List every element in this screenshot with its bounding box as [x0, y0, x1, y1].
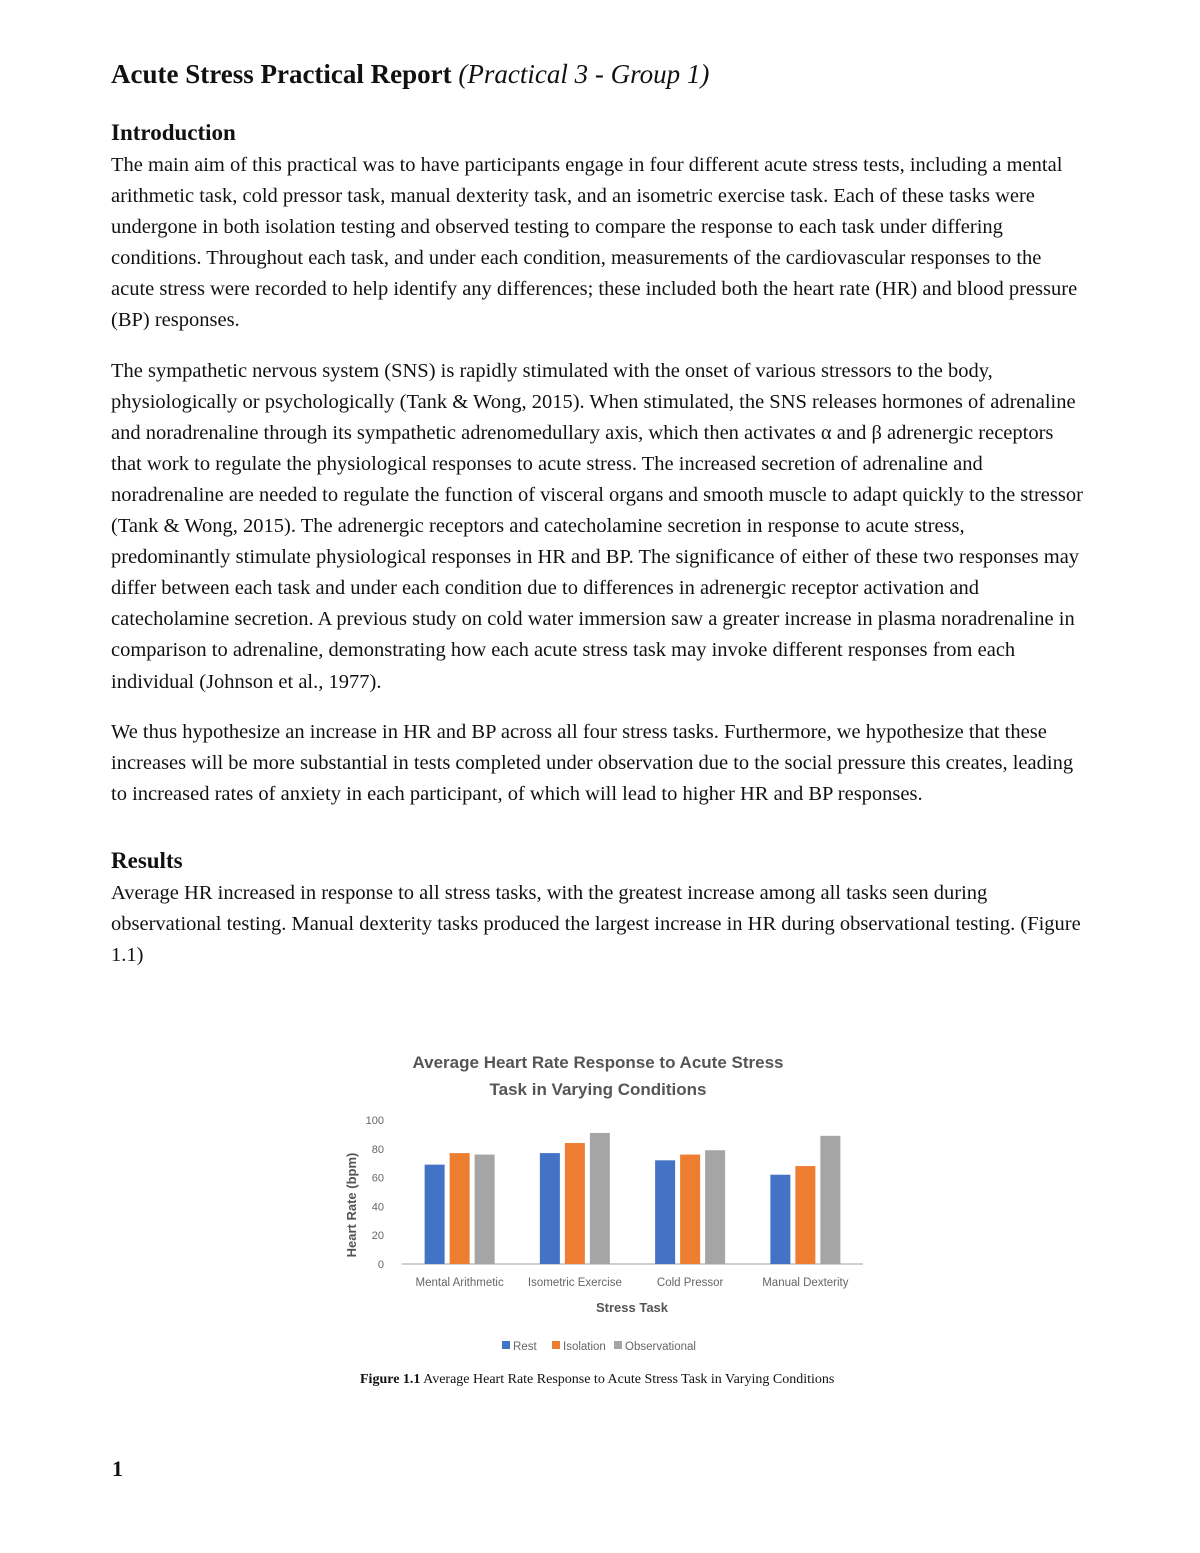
bar-observational-3 [820, 1136, 840, 1264]
bar-rest-3 [770, 1175, 790, 1264]
chart-y-axis-label: Heart Rate (bpm) [344, 1152, 359, 1258]
bar-observational-2 [705, 1150, 725, 1264]
legend-label-rest: Rest [513, 1341, 537, 1353]
bar-observational-0 [475, 1155, 495, 1264]
bar-isolation-2 [680, 1155, 700, 1264]
bar-rest-1 [540, 1153, 560, 1264]
bar-isolation-1 [565, 1143, 585, 1264]
legend-swatch-observational [614, 1341, 622, 1349]
x-category-label: Cold Pressor [656, 1277, 724, 1289]
chart-title-line1: Average Heart Rate Response to Acute Stress [412, 1053, 784, 1072]
intro-paragraph-1: The main aim of this practical was to have participants engage in four different acute stress tests, including a mental arithmetic task, cold pressor task, manual dexterity task, and an isometric exercise task. Each of these tasks were undergone in both isolation testing and observed testing to compare the response to each task under differing conditions. Throughout each task, and under each condition, measurements of the cardiovascular responses to the acute stress were recorded to help identify any differences; these included both the heart rate (HR) and blood pressure (BP) responses. [111, 154, 1078, 332]
bar-isolation-3 [795, 1166, 815, 1264]
chart-legend [502, 1341, 696, 1353]
y-tick-label: 100 [365, 1115, 384, 1127]
chart-x-axis-label: Stress Task [595, 1300, 669, 1315]
legend-label-observational: Observational [625, 1341, 696, 1353]
x-category-label: Manual Dexterity [762, 1277, 849, 1289]
y-tick-label: 0 [377, 1259, 384, 1271]
results-heading: Results [111, 847, 183, 873]
title-main: Acute Stress Practical Report [111, 59, 452, 89]
legend-label-isolation: Isolation [563, 1341, 606, 1353]
intro-paragraph-3: We thus hypothesize an increase in HR and BP across all four stress tasks. Furthermore, we hypothesize that these increases will be more substantial in tests completed under observation due to the social pressure this creates, leading to increased rates of anxiety in each participant, of which will lead to higher HR and BP responses. [111, 720, 1074, 805]
document-page [111, 52, 1086, 971]
caption-text: Average Heart Rate Response to Acute Stress Task in Varying Conditions [423, 1372, 835, 1387]
legend-swatch-rest [502, 1341, 510, 1349]
x-category-label: Isometric Exercise [527, 1277, 622, 1289]
caption-label: Figure 1.1 [360, 1372, 421, 1387]
chart-title-line2: Task in Varying Conditions [489, 1080, 707, 1099]
page-number: 1 [112, 1456, 123, 1481]
legend-swatch-isolation [552, 1341, 560, 1349]
chart-plot-area [366, 1115, 863, 1289]
chart-svg [330, 1040, 875, 1365]
document-title [111, 52, 1086, 96]
results-paragraph-1: Average HR increased in response to all stress tasks, with the greatest increase among all tasks seen during observational testing. Manual dexterity tasks produced the largest increase in HR during observational testing. (Figure 1.1) [111, 881, 1081, 967]
figure-caption [360, 1372, 880, 1388]
y-tick-label: 20 [371, 1230, 384, 1243]
y-tick-label: 40 [371, 1201, 384, 1214]
title-subtitle: (Practical 3 - Group 1) [458, 59, 710, 89]
y-tick-label: 60 [371, 1172, 384, 1185]
bar-isolation-0 [450, 1153, 470, 1264]
bar-rest-0 [425, 1165, 445, 1264]
bar-observational-1 [590, 1133, 610, 1264]
x-category-label: Mental Arithmetic [415, 1277, 504, 1289]
intro-paragraph-2: The sympathetic nervous system (SNS) is rapidly stimulated with the onset of various stressors to the body, physiologically or psychologically (Tank & Wong, 2015). When stimulated, the SNS releases hormones of adrenaline and noradrenaline through its sympathetic adrenomedullary axis, which then activates α and β adrenergic receptors that work to regulate the physiological responses to acute stress. The increased secretion of adrenaline and noradrenaline are needed to regulate the function of visceral organs and smooth muscle to adapt quickly to the stressor (Tank & Wong, 2015). The adrenergic receptors and catecholamine secretion in response to acute stress, predominantly stimulate physiological responses in HR and BP. The significance of either of these two responses may differ between each task and under each condition due to differences in adrenergic receptor activation and catecholamine secretion. A previous study on cold water immersion saw a greater increase in plasma noradrenaline in comparison to adrenaline, demonstrating how each acute stress task may invoke different responses from each individual (Johnson et al., 1977). [111, 359, 1083, 693]
heart-rate-chart [330, 1040, 875, 1390]
y-tick-label: 80 [371, 1143, 384, 1156]
bar-rest-2 [655, 1160, 675, 1264]
introduction-heading: Introduction [111, 120, 236, 145]
